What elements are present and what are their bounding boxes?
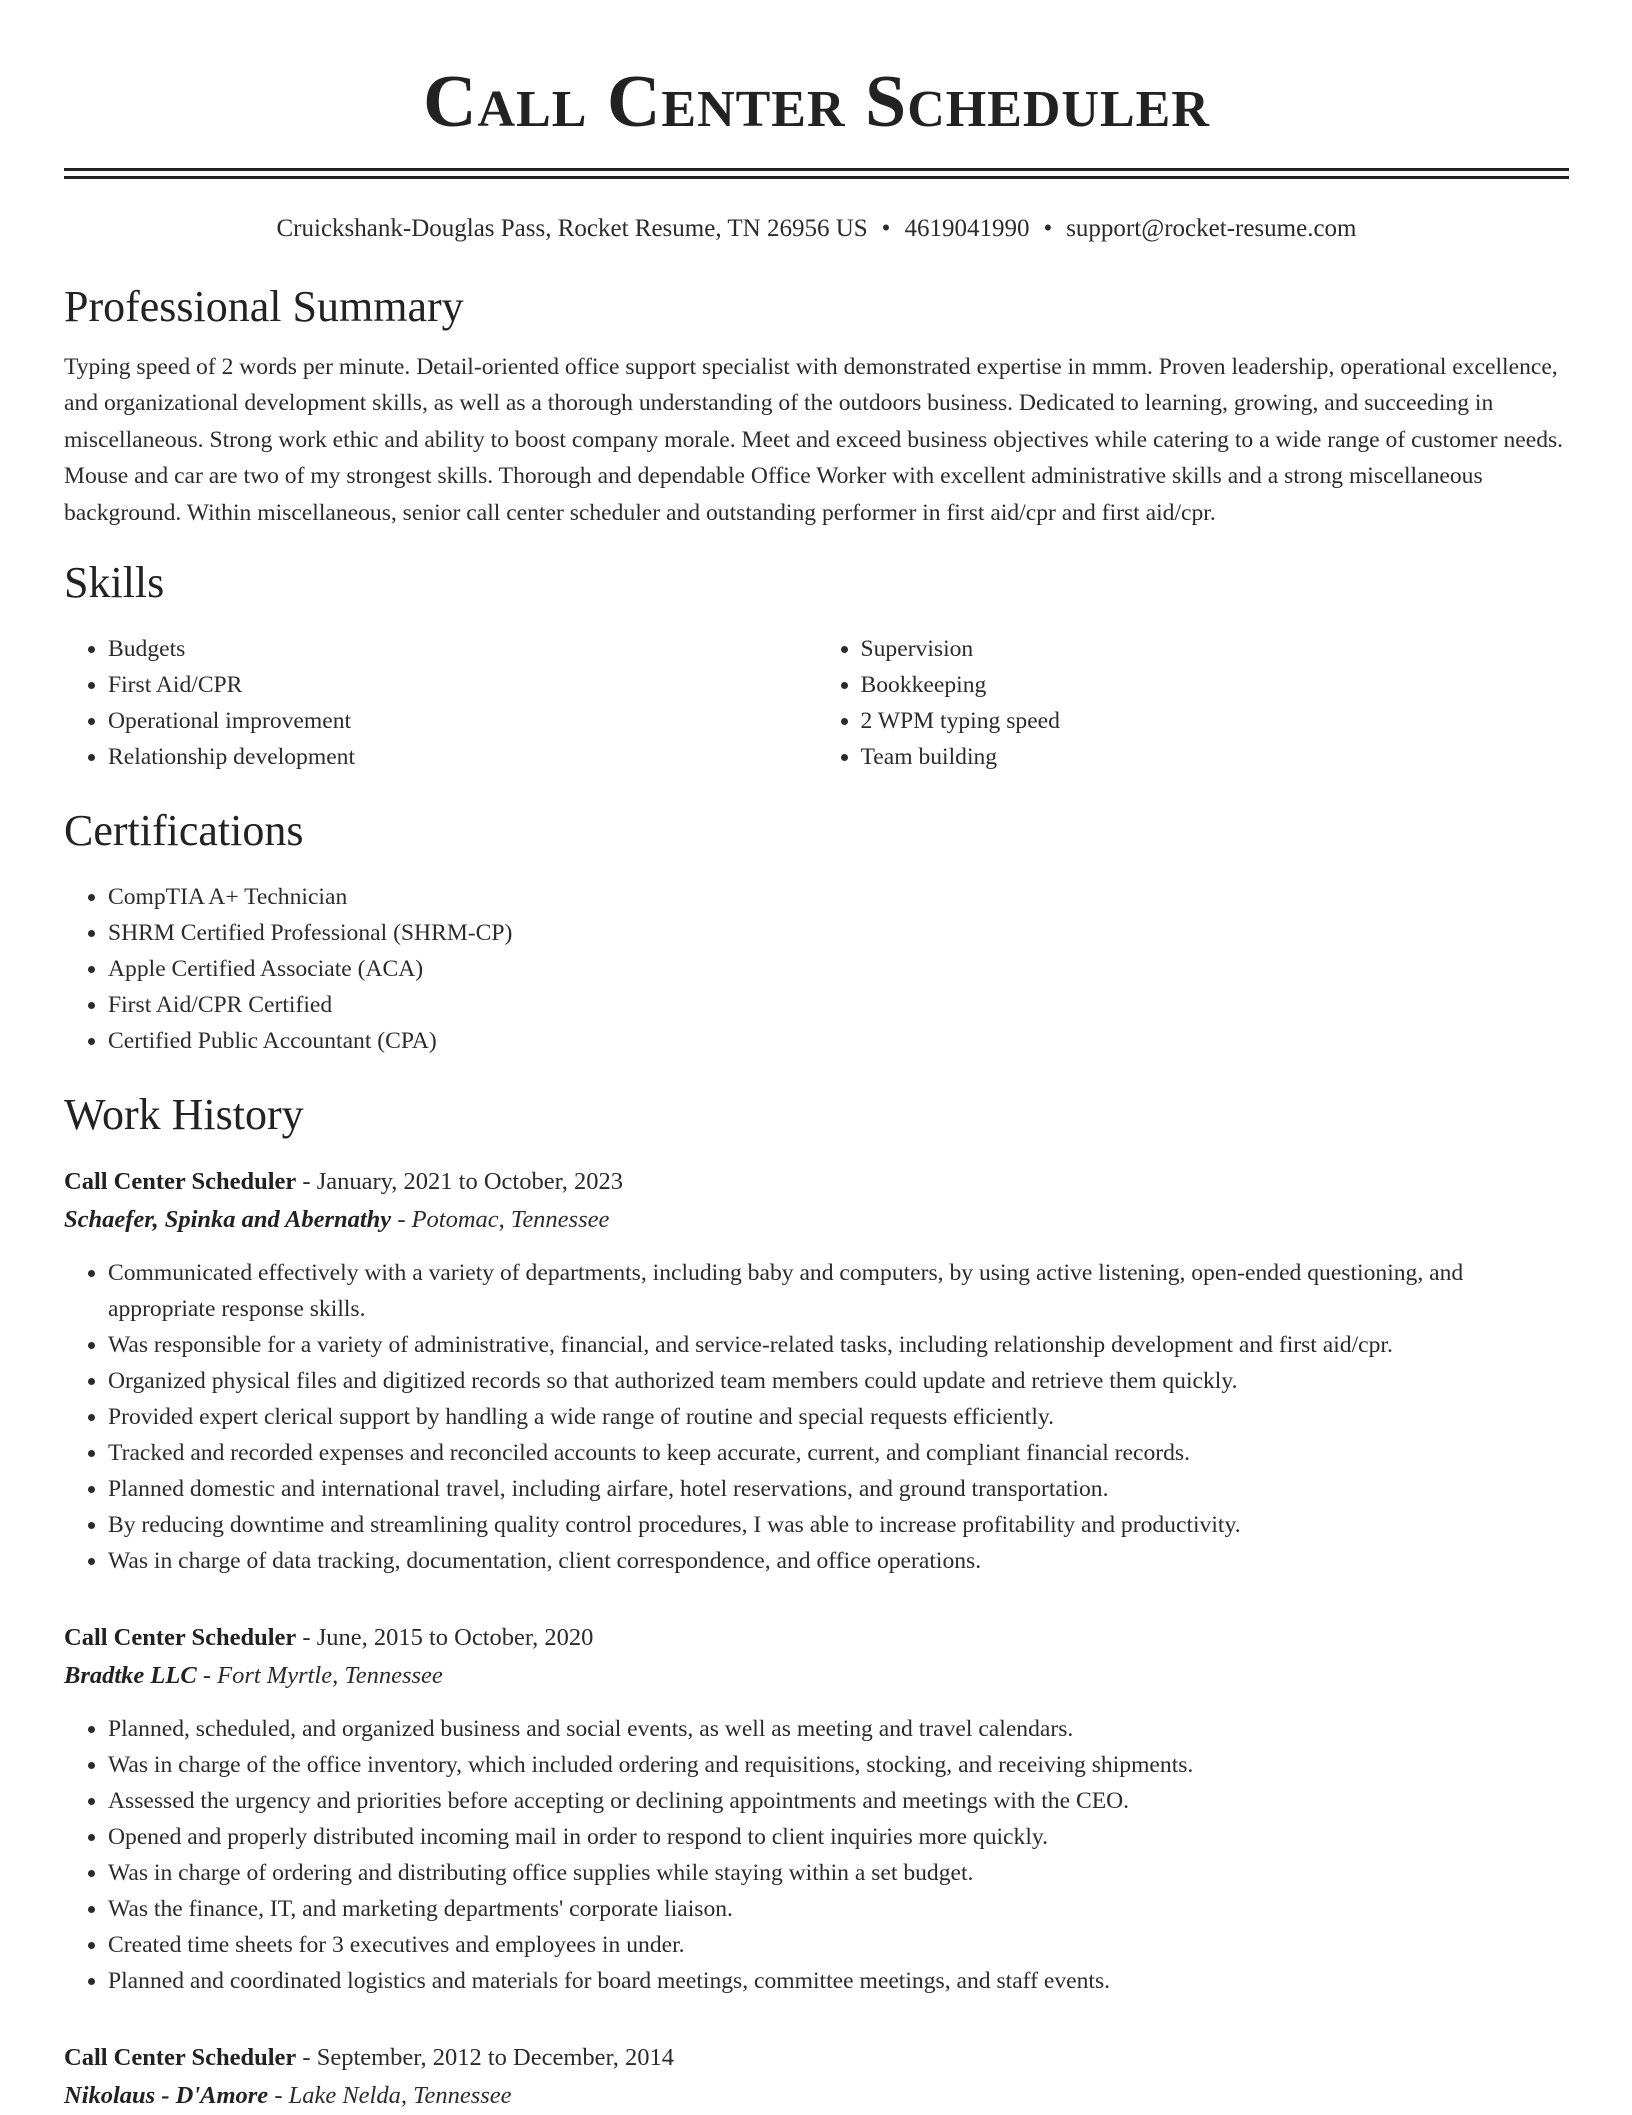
job-title: Call Center Scheduler [64, 1624, 297, 1652]
job-bullet: • Opened and properly distributed incoming mail in order to respond to client inquiries more quickly. [108, 1819, 1569, 1855]
job-bullet: • Was in charge of the office inventory, which included ordering and requisitions, stocking, and receiving shipments. [108, 1747, 1569, 1783]
job-dates: - January, 2021 to October, 2023 [296, 1168, 624, 1196]
skills-heading: Skills [64, 558, 165, 608]
skill-item: • First Aid/CPR [108, 667, 817, 703]
job-company: Schaefer, Spinka and Abernathy [64, 1206, 392, 1234]
job-bullet: • Provided expert clerical support by handling a wide range of routine and special requests efficiently. [108, 1399, 1569, 1435]
contact-separator: • [881, 215, 891, 242]
job-bullet: • Planned domestic and international travel, including airfare, hotel reservations, and ground transportation. [108, 1471, 1569, 1507]
job-title-line [64, 2039, 1569, 2077]
job-title-line [64, 1163, 1569, 1201]
job-company-line [64, 1657, 1569, 1695]
job-company: Bradtke LLC [64, 1662, 197, 1690]
job-title: Call Center Scheduler [64, 2044, 297, 2072]
job-bullet: • Communicated effectively with a variety of departments, including baby and computers, by using active listening, open-ended questioning, and appropriate response skills. [108, 1255, 1569, 1327]
job-bullets [64, 1711, 1569, 1999]
work-history-heading: Work History [64, 1090, 304, 1140]
certification-item: • CompTIA A+ Technician [108, 879, 1569, 915]
skill-item: • Team building [861, 739, 1570, 775]
job-bullet: • Was in charge of data tracking, documentation, client correspondence, and office operations. [108, 1543, 1569, 1579]
job-bullet: • Planned and coordinated logistics and materials for board meetings, committee meetings, and staff events. [108, 1963, 1569, 1999]
job-title: Call Center Scheduler [64, 1168, 297, 1196]
contact-email[interactable]: support@rocket-resume.com [1066, 215, 1357, 242]
skills-column-left [64, 631, 817, 775]
job-entry [64, 1163, 1569, 1579]
summary-heading: Professional Summary [64, 282, 464, 331]
job-bullet: • Planned, scheduled, and organized business and social events, as well as meeting and travel calendars. [108, 1711, 1569, 1747]
skills-list [64, 631, 1569, 775]
skill-item: • Budgets [108, 631, 817, 667]
title-divider-thick [64, 168, 1569, 171]
skill-item: • Relationship development [108, 739, 817, 775]
certifications-list [64, 879, 1569, 1059]
job-entry [64, 2039, 1569, 2115]
job-bullet: • Tracked and recorded expenses and reconciled accounts to keep accurate, current, and compliant financial records. [108, 1435, 1569, 1471]
certification-item: • First Aid/CPR Certified [108, 987, 1569, 1023]
job-location: - Lake Nelda, Tennessee [268, 2082, 512, 2110]
job-bullet: • Assessed the urgency and priorities before accepting or declining appointments and meetings with the CEO. [108, 1783, 1569, 1819]
job-bullet: • Was the finance, IT, and marketing departments' corporate liaison. [108, 1891, 1569, 1927]
skills-column-right [817, 631, 1570, 775]
job-bullet: • Was in charge of ordering and distributing office supplies while staying within a set budget. [108, 1855, 1569, 1891]
certification-item: • SHRM Certified Professional (SHRM-CP) [108, 915, 1569, 951]
certifications-heading: Certifications [64, 806, 304, 856]
skill-item: • Bookkeeping [861, 667, 1570, 703]
job-dates: - September, 2012 to December, 2014 [296, 2044, 674, 2072]
contact-separator: • [1043, 215, 1053, 242]
summary-text: Typing speed of 2 words per minute. Detail-oriented office support specialist with demonstrated expertise in mmm. Proven leadership, operational excellence, and organizational development skills, as well as a thorough understanding of the outdoors business. Dedicated to learning, growing, and succeeding in miscellaneous. Strong work ethic and ability to boost company morale. Meet and exceed business objectives while catering to a wide range of customer needs. Mouse and car are two of my strongest skills. Thorough and dependable Office Worker with excellent administrative skills and a strong miscellaneous background. Within miscellaneous, senior call center scheduler and outstanding performer in first aid/cpr and first aid/cpr. [64, 354, 1564, 526]
job-title-line [64, 1619, 1569, 1657]
job-location: - Fort Myrtle, Tennessee [196, 1662, 443, 1690]
skill-item: • 2 WPM typing speed [861, 703, 1570, 739]
resume-title: Call Center Scheduler [423, 61, 1210, 143]
skill-item: • Supervision [861, 631, 1570, 667]
job-company-line [64, 2077, 1569, 2115]
job-company: Nikolaus - D'Amore [64, 2082, 269, 2110]
title-divider-thin [64, 176, 1569, 179]
job-bullet: • Was responsible for a variety of administrative, financial, and service-related tasks, including relationship development and first aid/cpr. [108, 1327, 1569, 1363]
contact-line [64, 213, 1569, 245]
certification-item: • Apple Certified Associate (ACA) [108, 951, 1569, 987]
job-bullet: • By reducing downtime and streamlining quality control procedures, I was able to increase profitability and productivity. [108, 1507, 1569, 1543]
certification-item: • Certified Public Accountant (CPA) [108, 1023, 1569, 1059]
job-entry [64, 1619, 1569, 1999]
contact-address: Cruickshank-Douglas Pass, Rocket Resume, TN 26956 US [276, 215, 868, 242]
resume-page [64, 0, 1569, 2115]
job-dates: - June, 2015 to October, 2020 [296, 1624, 594, 1652]
job-location: - Potomac, Tennessee [391, 1206, 610, 1234]
job-bullet: • Created time sheets for 3 executives and employees in under. [108, 1927, 1569, 1963]
job-company-line [64, 1201, 1569, 1239]
skill-item: • Operational improvement [108, 703, 817, 739]
job-bullets [64, 1255, 1569, 1579]
job-bullet: • Organized physical files and digitized records so that authorized team members could update and retrieve them quickly. [108, 1363, 1569, 1399]
contact-phone: 4619041990 [904, 215, 1030, 242]
